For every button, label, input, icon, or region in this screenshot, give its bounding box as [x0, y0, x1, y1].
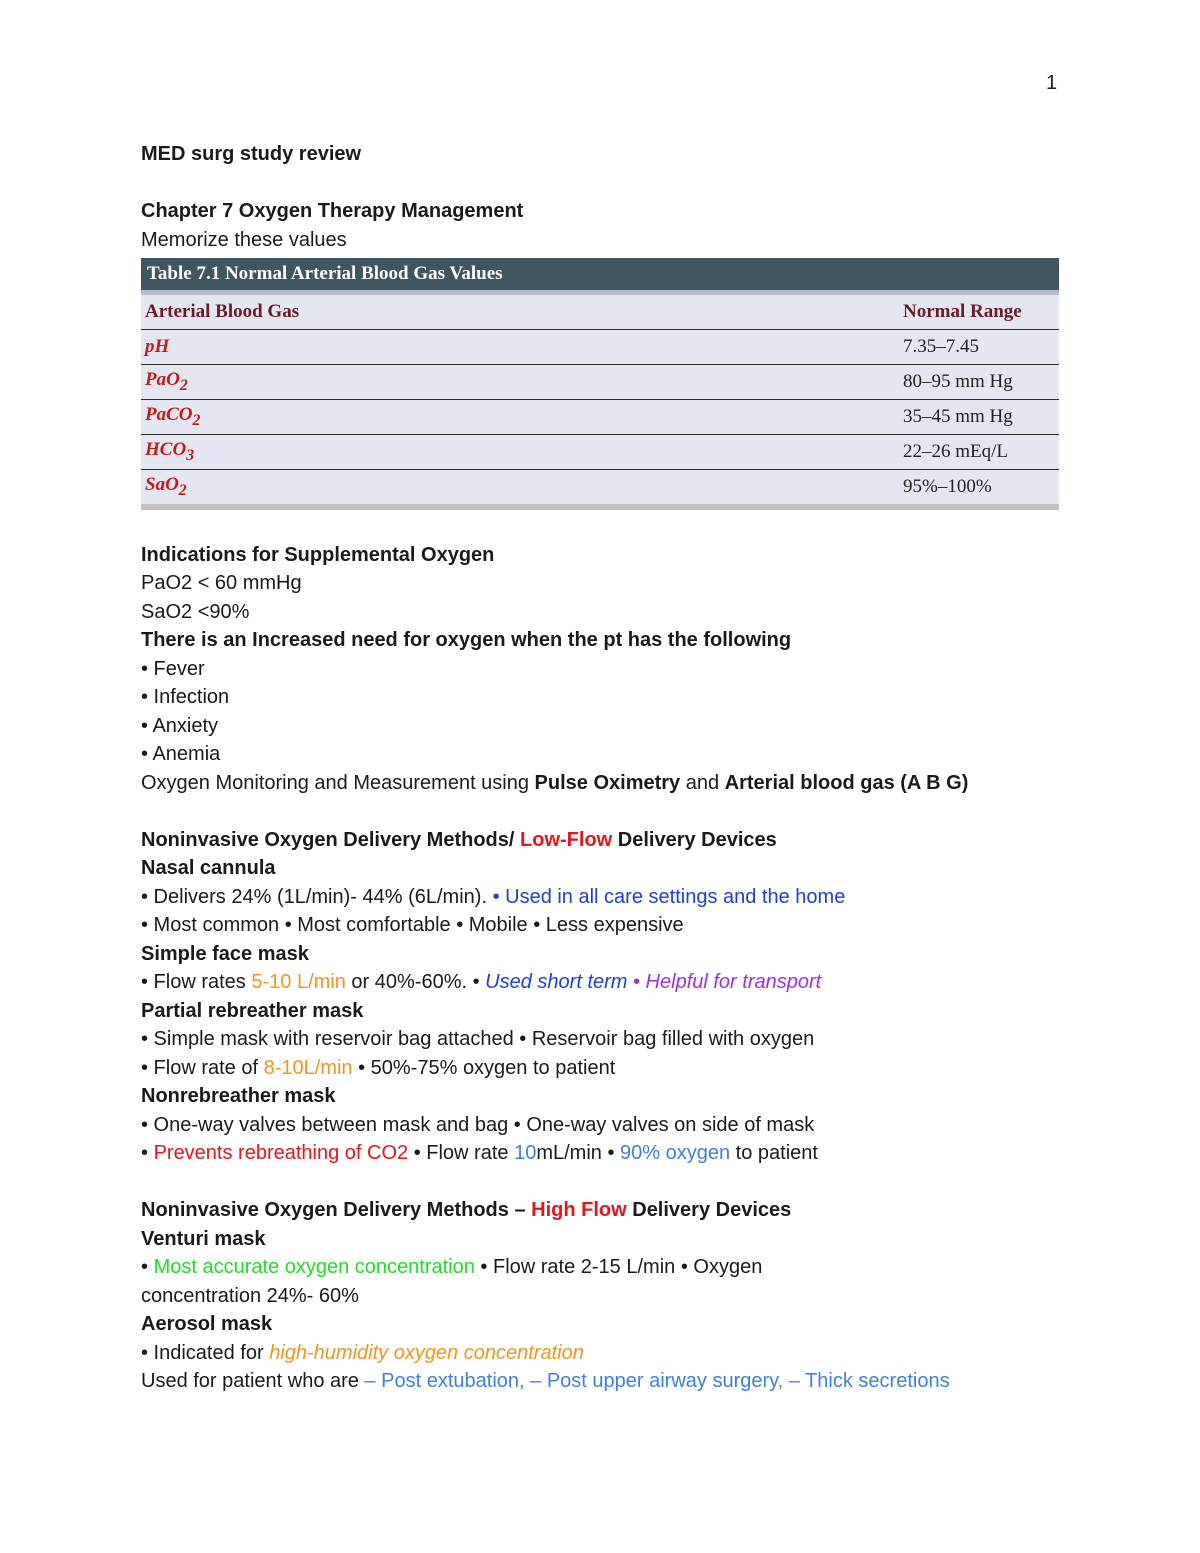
nasal-cannula-title: Nasal cannula — [141, 857, 276, 879]
gas-cell: PaCO$_2$ — [141, 400, 899, 435]
range-cell: 35–45 mm Hg — [899, 400, 1059, 435]
indications-heading: Indications for Supplemental Oxygen — [141, 543, 495, 566]
document-body — [141, 140, 1061, 1396]
range-cell: 95%–100% — [899, 470, 1059, 508]
nonrebreather-line: • One-way valves between mask and bag • One-way valves on side of mask — [141, 1113, 815, 1136]
gas-cell: pH — [141, 330, 899, 365]
aerosol-title: Aerosol mask — [141, 1313, 273, 1335]
aerosol-line: Used for patient who are – Post extubation, – Post upper airway surgery, – Thick secretions — [141, 1370, 950, 1392]
simple-mask-title: Simple face mask — [141, 942, 309, 965]
venturi-title: Venturi mask — [141, 1227, 266, 1250]
gas-cell: $HCO_3$ — [141, 435, 899, 470]
venturi-line: concentration 24%- 60% — [141, 1284, 359, 1307]
table-row — [141, 470, 1059, 508]
gas-cell: PaO$_2$ — [141, 365, 899, 400]
range-cell: 80–95 mm Hg — [899, 365, 1059, 400]
abg-table — [141, 258, 1059, 510]
pao2-threshold: PaO2 < 60 mmHg — [141, 572, 302, 594]
high-flow-heading: Noninvasive Oxygen Delivery Methods – High Flow Delivery Devices — [141, 1199, 792, 1221]
table-header-row — [141, 293, 1059, 330]
increased-need-heading: There is an Increased need for oxygen when the pt has the following — [141, 629, 792, 651]
sao2-threshold: SaO2 <90% — [141, 600, 250, 623]
memorize-note: Memorize these values — [141, 228, 347, 251]
list-item: • Anemia — [141, 743, 221, 765]
nasal-cannula-line: • Delivers 24% (1L/min)- 44% (6L/min). • Used in all care settings and the home — [141, 885, 846, 908]
table-row — [141, 400, 1059, 435]
page-number: 1 — [1046, 72, 1058, 94]
table-row — [141, 365, 1059, 400]
table-row — [141, 330, 1059, 365]
aerosol-line: • Indicated for high-humidity oxygen concentration — [141, 1341, 584, 1364]
list-item: • Infection — [141, 686, 230, 708]
simple-mask-line: • Flow rates 5-10 L/min or 40%-60%. • Used short term • Helpful for transport — [141, 971, 822, 993]
monitoring-line: Oxygen Monitoring and Measurement using Pulse Oximetry and Arterial blood gas (A B G) — [141, 771, 969, 794]
partial-rebreather-line: • Simple mask with reservoir bag attached • Reservoir bag filled with oxygen — [141, 1028, 815, 1050]
range-cell: 7.35–7.45 — [899, 330, 1059, 365]
table-row — [141, 435, 1059, 470]
low-flow-heading: Noninvasive Oxygen Delivery Methods/ Low-Flow Delivery Devices — [141, 828, 777, 851]
partial-rebreather-line: • Flow rate of 8-10L/min • 50%-75% oxygen to patient — [141, 1056, 616, 1079]
nonrebreather-title: Nonrebreather mask — [141, 1085, 336, 1107]
gas-cell: SaO$_2$ — [141, 470, 899, 508]
list-item: • Anxiety — [141, 714, 219, 737]
nonrebreather-line: • Prevents rebreathing of CO2 • Flow rate 10mL/min • 90% oxygen to patient — [141, 1142, 818, 1164]
venturi-line: • Most accurate oxygen concentration • Flow rate 2-15 L/min • Oxygen — [141, 1256, 763, 1278]
list-item: • Fever — [141, 657, 205, 680]
col-header-gas: Arterial Blood Gas — [141, 293, 899, 330]
range-cell: 22–26 mEq/L — [899, 435, 1059, 470]
doc-title: MED surg study review — [141, 143, 362, 165]
table-title: Table 7.1 Normal Arterial Blood Gas Values — [141, 258, 1059, 293]
partial-rebreather-title: Partial rebreather mask — [141, 999, 364, 1022]
chapter-heading: Chapter 7 Oxygen Therapy Management — [141, 200, 524, 222]
nasal-cannula-line: • Most common • Most comfortable • Mobile • Less expensive — [141, 914, 684, 936]
col-header-range: Normal Range — [899, 293, 1059, 330]
